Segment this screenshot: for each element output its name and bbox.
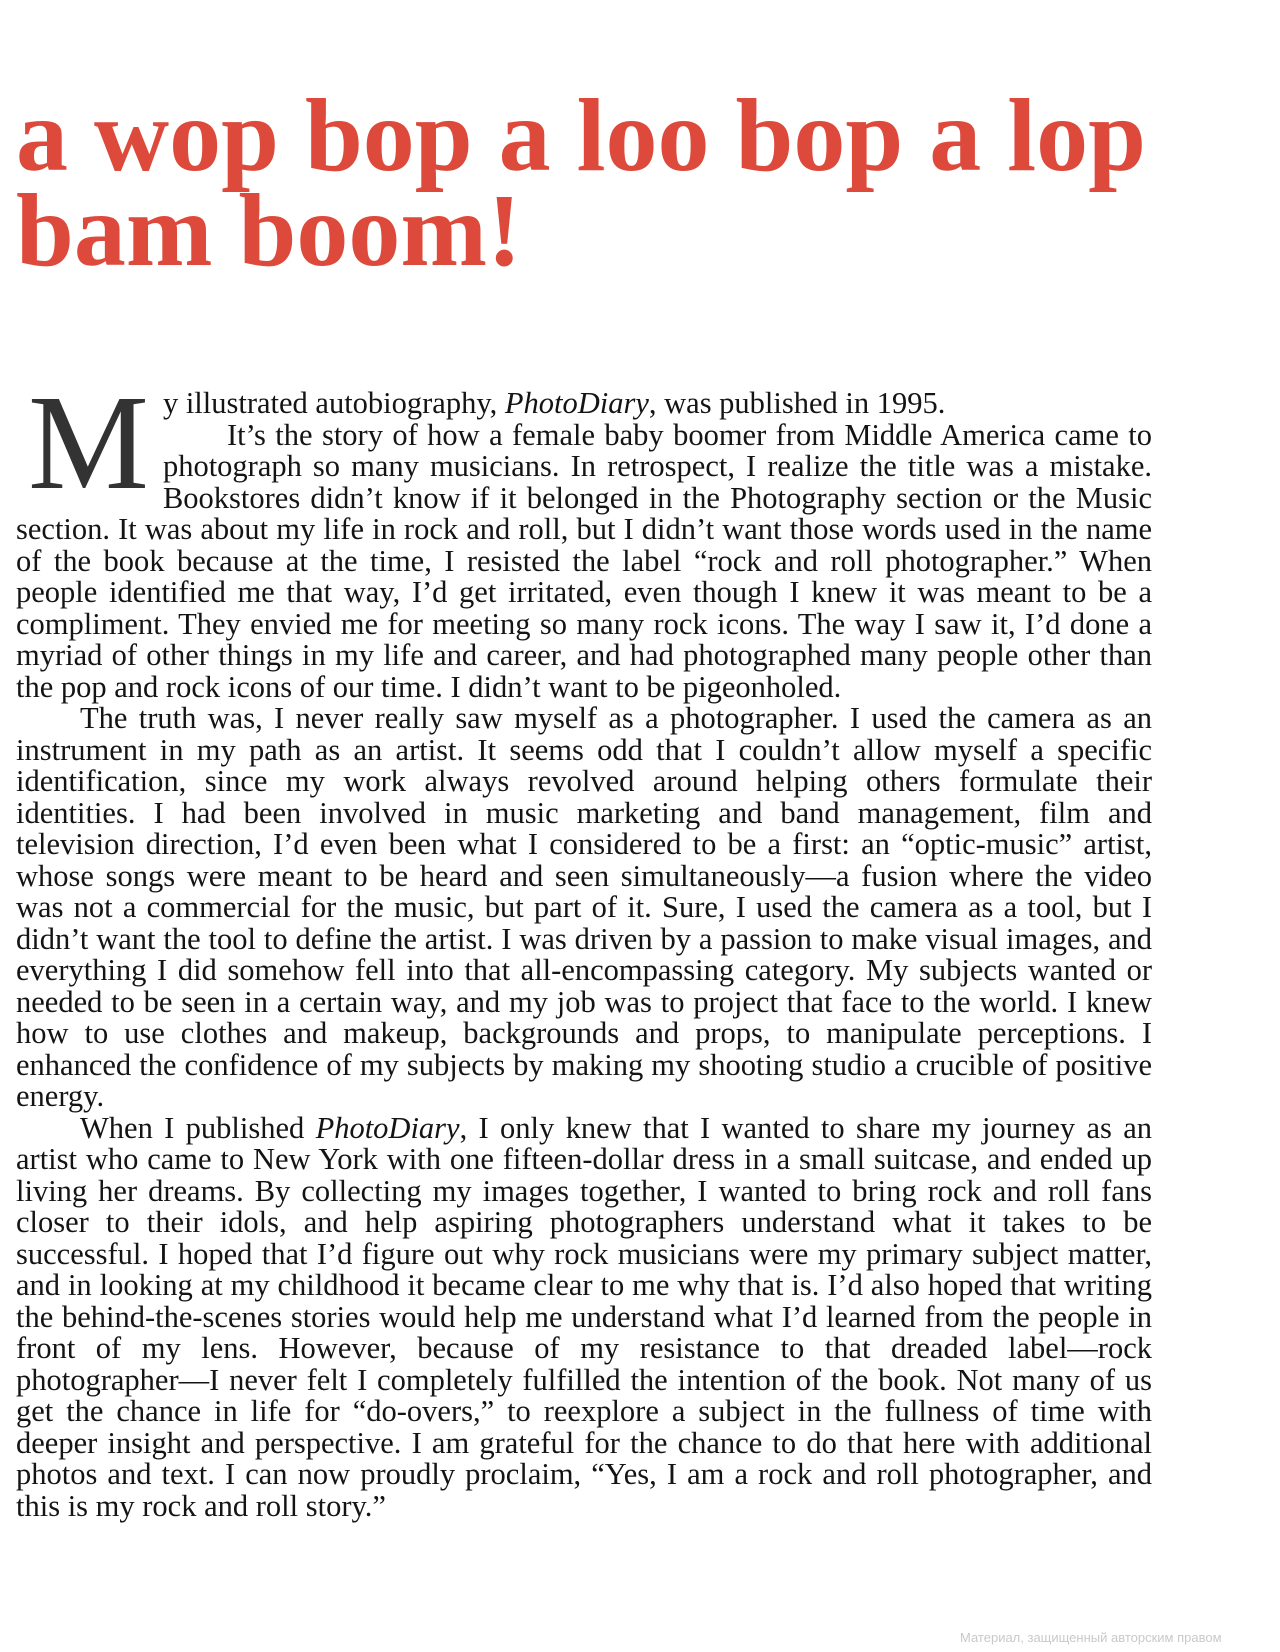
book-title-photodiary: PhotoDiary bbox=[504, 386, 649, 420]
copyright-watermark: Материал, защищенный авторским правом bbox=[960, 1630, 1222, 1645]
paragraph-3-text: , I only knew that I wanted to share my journey as an artist who came to New York with one fifteen-dollar dress in a small suitcase, and ended up living her dreams. By collecting my images together, I wanted to bring rock and roll fans closer to their idols, and help aspiring photographers understand what it takes to be successful. I hoped that I’d figure out why rock musicians were my primary subject matter, and in looking at my childhood it became clear to me why that is. I’d also hoped that writing the behind-the-scenes stories would help me understand what I’d learned from the people in front of my lens. However, because of my resistance to that dreaded label—rock photographer—I never felt I completely fulfilled the intention of the book. Not many of us get the chance in life for “do-overs,” to reexplore a subject in the fullness of time with deeper insight and perspective. I am grateful for the chance to do that here with additional photos and text. I can now proudly proclaim, “Yes, I am a rock and roll photographer, and this is my rock and roll story.” bbox=[16, 1110, 1152, 1523]
paragraph-3-lead: When I published bbox=[80, 1110, 316, 1145]
paragraph-1-opening: y illustrated autobiography, bbox=[162, 386, 505, 420]
paragraph-3 bbox=[16, 1110, 1152, 1523]
paragraph-1 bbox=[16, 368, 1152, 704]
chapter-title: a wop bop a loo bop a lop bam boom! bbox=[16, 78, 1146, 288]
book-title-photodiary-2: PhotoDiary bbox=[315, 1110, 460, 1145]
chapter-body bbox=[16, 368, 1152, 1523]
paragraph-1-text: It’s the story of how a female baby boomer from Middle America came to photograph so many musicians. In retrospect, I realize the title was a mistake. Bookstores didn’t know if it belonged in the Photography section or the Music section. It was about my life in rock and roll, but I didn’t want those words used in the name of the book because at the time, I resisted the label “rock and roll photographer.” When people identified me that way, I’d get irritated, even though I knew it was meant to be a compliment. They envied me for meeting so many rock icons. The way I saw it, I’d done a myriad of other things in my life and career, and had photographed many people other than the pop and rock icons of our time. I didn’t want to be pigeonholed. bbox=[16, 417, 1152, 704]
paragraph-1-opening-end: , was published in 1995. bbox=[648, 386, 946, 420]
paragraph-2: The truth was, I never really saw myself as a photographer. I used the camera as an instrument in my path as an artist. It seems odd that I couldn’t allow myself a specific identification, since my work always revolved around helping others formulate their identities. I had been involved in music marketing and band management, film and television direction, I’d even been what I considered to be a first: an “optic-music” artist, whose songs were meant to be heard and seen simultaneously—a fusion where the video was not a commercial for the music, but part of it. Sure, I used the camera as a tool, but I didn’t want the tool to define the artist. I was driven by a passion to make visual images, and everything I did somehow fell into that all-encompassing category. My subjects wanted or needed to be seen in a certain way, and my job was to project that face to the world. I knew how to use clothes and makeup, backgrounds and props, to manipulate perceptions. I enhanced the confidence of my subjects by making my shooting studio a crucible of positive energy. bbox=[16, 701, 1152, 1113]
drop-cap: M bbox=[28, 368, 149, 518]
